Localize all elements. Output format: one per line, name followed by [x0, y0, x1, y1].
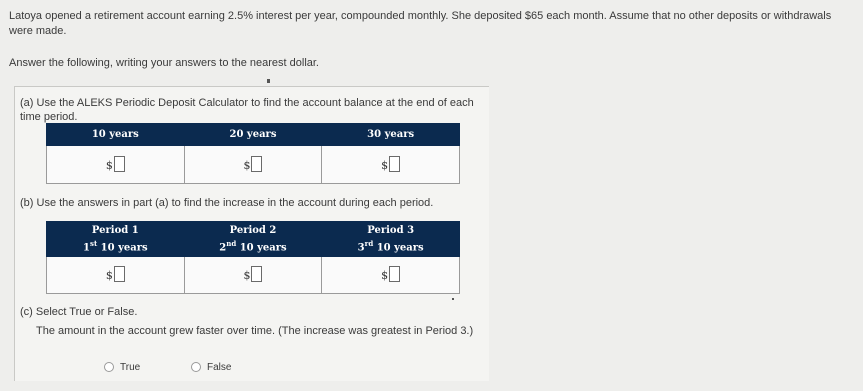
answer-input-30-years[interactable]: [389, 156, 400, 172]
stray-mark: [452, 298, 454, 300]
period-2-header: Period 2 2nd 10 years: [184, 222, 322, 257]
part-a-header: 10 years: [47, 124, 185, 146]
period-3-header: Period 3 3rd 10 years: [322, 222, 460, 257]
true-label: True: [120, 362, 141, 373]
radio-false[interactable]: [191, 362, 201, 372]
dollar-sign: $: [105, 269, 113, 282]
part-a-cell: [322, 146, 460, 184]
part-a-label: (a) Use the ALEKS Periodic Deposit Calculator to find the account balance at the end of each time period.: [20, 97, 474, 123]
part-b-label: (b) Use the answers in part (a) to find the increase in the account during each period.: [20, 197, 434, 209]
problem-instruction: Answer the following, writing your answers to the nearest dollar.: [9, 57, 319, 69]
part-a-header: 20 years: [184, 124, 322, 146]
part-c-statement: The amount in the account grew faster over time. (The increase was greatest in Period 3.): [36, 325, 474, 337]
dollar-sign: $: [105, 158, 113, 172]
false-option[interactable]: [191, 362, 231, 373]
part-c-label: (c) Select True or False.: [20, 306, 138, 318]
part-b-table: [46, 221, 460, 294]
part-a-header: 30 years: [322, 124, 460, 146]
part-a-cell: [47, 146, 185, 184]
part-b-cell: [47, 257, 185, 294]
answer-input-period-3[interactable]: [389, 266, 400, 282]
false-label: False: [207, 362, 232, 373]
dollar-sign: $: [381, 269, 389, 282]
answer-input-period-1[interactable]: [114, 266, 125, 282]
mouse-cursor-icon: [267, 79, 270, 83]
part-a-cell: [184, 146, 322, 184]
part-a-table: [46, 123, 460, 184]
part-b-cell: [184, 257, 322, 294]
radio-true[interactable]: [104, 362, 114, 372]
problem-intro: Latoya opened a retirement account earning 2.5% interest per year, compounded monthly. She deposited $65 each month. Assume that no other deposits or withdrawals were made.: [9, 10, 832, 37]
dollar-sign: $: [381, 158, 389, 172]
dollar-sign: $: [243, 269, 251, 282]
answer-input-20-years[interactable]: [251, 156, 262, 172]
dollar-sign: $: [243, 158, 251, 172]
period-1-header: Period 1 1st 10 years: [47, 222, 185, 257]
part-b-cell: [322, 257, 460, 294]
true-option[interactable]: [104, 362, 140, 373]
answer-input-10-years[interactable]: [114, 156, 125, 172]
answer-input-period-2[interactable]: [251, 266, 262, 282]
